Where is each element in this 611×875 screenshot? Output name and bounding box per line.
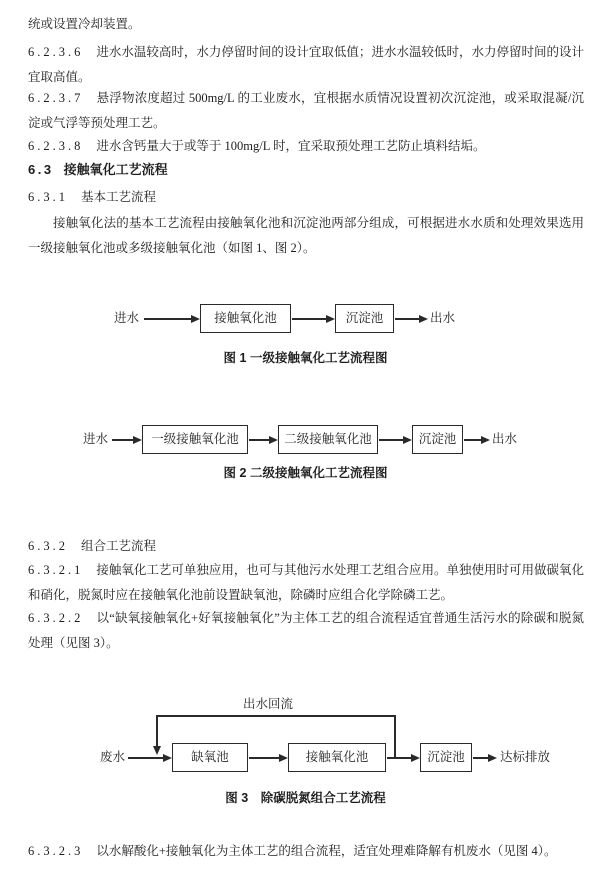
arrowhead-icon xyxy=(326,315,335,323)
figure-3-flow-diagram xyxy=(0,690,611,815)
heading-title: 接触氧化工艺流程 xyxy=(63,162,168,177)
process-box-sedimentation: 沉淀池 xyxy=(412,425,463,454)
clause-text: 接触氧化工艺可单独应用，也可与其他污水处理工艺组合应用。单独使用时可用做碳氧化和硝化，脱氮时应在接触氧化池前设置缺氧池，除磷时应组合化学除磷工艺。 xyxy=(28,563,584,602)
clause-text: 进水含钙量大于或等于 100mg/L 时，宜采取预处理工艺防止填料结垢。 xyxy=(96,139,486,153)
process-box-second-stage: 二级接触氧化池 xyxy=(278,425,378,454)
flow-sink-label: 达标排放 xyxy=(500,750,551,764)
flow-source-label: 进水 xyxy=(83,432,109,446)
paragraph-text: 统或设置冷却装置。 xyxy=(28,17,141,31)
recycle-flow-label: 出水回流 xyxy=(243,697,294,711)
arrowhead-icon xyxy=(269,436,278,444)
figure-1-caption: 图 1 一级接触氧化工艺流程图 xyxy=(223,351,388,365)
arrowhead-icon xyxy=(191,315,200,323)
clause-6-3-2-1 xyxy=(28,558,584,607)
clause-text: 进水水温较高时，水力停留时间的设计宜取低值；进水水温较低时，水力停留时间的设计宜取高值。 xyxy=(28,45,584,84)
process-box-contact-oxidation: 接触氧化池 xyxy=(288,743,386,772)
arrowhead-icon xyxy=(163,754,172,762)
flow-sink-label: 出水 xyxy=(492,432,518,446)
recycle-line-top xyxy=(156,715,396,717)
arrowhead-icon xyxy=(411,754,420,762)
clause-text: 悬浮物浓度超过 500mg/L 的工业废水，宜根据水质情况设置初次沉淀池，或采取混凝/沉淀或气浮等预处理工艺。 xyxy=(28,91,584,130)
recycle-line-left xyxy=(156,715,158,747)
heading-title: 基本工艺流程 xyxy=(81,190,157,204)
clause-number: 6.2.3.7 xyxy=(28,91,84,105)
clause-text: 以“缺氧接触氧化+好氧接触氧化”为主体工艺的组合流程适宜普通生活污水的除碳和脱氮处理（见图 3）。 xyxy=(28,611,584,650)
figure-1-flow-diagram xyxy=(0,295,611,380)
clause-6-2-3-8 xyxy=(28,134,584,159)
arrowhead-icon xyxy=(488,754,497,762)
arrowhead-down-icon xyxy=(153,746,161,755)
process-box-sedimentation: 沉淀池 xyxy=(420,743,472,772)
clause-number: 6.2.3.6 xyxy=(28,45,84,59)
clause-6-3-2-3 xyxy=(28,839,584,864)
flow-line xyxy=(379,439,404,441)
clause-6-3-2-2 xyxy=(28,606,584,655)
arrowhead-icon xyxy=(403,436,412,444)
clause-number: 6.2.3.8 xyxy=(28,139,84,153)
arrowhead-icon xyxy=(133,436,142,444)
paragraph-6-3-1 xyxy=(28,211,584,260)
flow-line xyxy=(292,318,326,320)
paragraph-text: 接触氧化法的基本工艺流程由接触氧化池和沉淀池两部分组成，可根据进水水质和处理效果选用一级接触氧化池或多级接触氧化池（如图 1、图 2）。 xyxy=(28,216,584,255)
clause-number: 6.3.2.1 xyxy=(28,563,84,577)
flow-line xyxy=(112,439,134,441)
flow-sink-label: 出水 xyxy=(430,311,456,325)
flow-line xyxy=(128,757,164,759)
heading-number: 6.3.1 xyxy=(28,190,68,204)
recycle-line-right xyxy=(394,715,396,758)
clause-text: 以水解酸化+接触氧化为主体工艺的组合流程，适宜处理难降解有机废水（见图 4）。 xyxy=(96,844,557,858)
flow-line xyxy=(249,757,279,759)
clause-number: 6.3.2.2 xyxy=(28,611,84,625)
clause-number: 6.3.2.3 xyxy=(28,844,84,858)
subsection-heading-6-3-2 xyxy=(28,534,584,559)
flow-line xyxy=(144,318,192,320)
flow-source-label: 废水 xyxy=(100,750,126,764)
figure-3-caption: 图 3 除碳脱氮组合工艺流程 xyxy=(225,791,386,805)
flow-line xyxy=(464,439,482,441)
flow-line xyxy=(387,757,411,759)
heading-title: 组合工艺流程 xyxy=(81,539,157,553)
clause-6-2-3-7 xyxy=(28,86,584,135)
flow-line xyxy=(395,318,419,320)
subsection-heading-6-3-1 xyxy=(28,185,584,210)
section-heading-6-3 xyxy=(28,158,584,183)
arrowhead-icon xyxy=(481,436,490,444)
arrowhead-icon xyxy=(279,754,288,762)
paragraph-continuation xyxy=(28,12,584,37)
process-box-first-stage: 一级接触氧化池 xyxy=(142,425,248,454)
figure-2-flow-diagram xyxy=(0,420,611,490)
heading-number: 6.3 xyxy=(28,162,54,177)
clause-6-2-3-6 xyxy=(28,40,584,89)
process-box-contact-oxidation: 接触氧化池 xyxy=(200,304,291,333)
flow-line xyxy=(473,757,489,759)
flow-line xyxy=(249,439,270,441)
process-box-anoxic: 缺氧池 xyxy=(172,743,248,772)
flow-source-label: 进水 xyxy=(114,311,140,325)
arrowhead-icon xyxy=(419,315,428,323)
heading-number: 6.3.2 xyxy=(28,539,68,553)
figure-2-caption: 图 2 二级接触氧化工艺流程图 xyxy=(223,466,388,480)
process-box-sedimentation: 沉淀池 xyxy=(335,304,394,333)
